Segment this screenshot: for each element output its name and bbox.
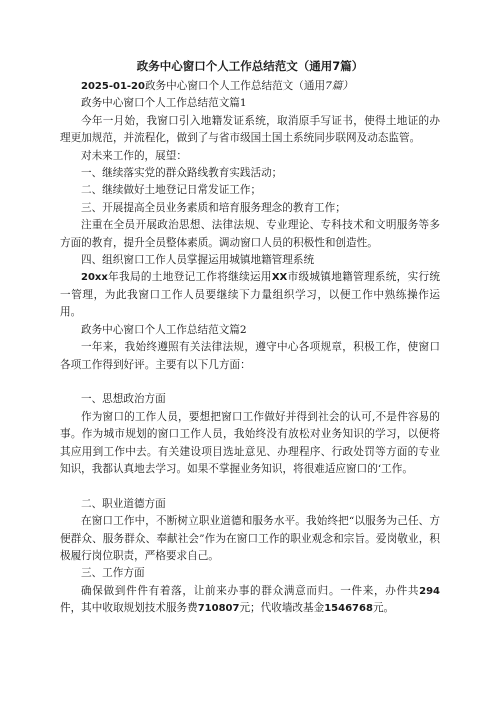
paragraph-text: 确保做到件件有着落，让前来办事的群众满意而归。一件来，办件共	[81, 584, 420, 597]
fee-value: 710807	[197, 603, 240, 615]
meta-date: 2025-01-20	[81, 81, 145, 92]
meta-line	[60, 78, 440, 95]
paragraph: 作为窗口的工作人员，要想把窗口工作做好并得到社会的认可,不是件容易的事。作为城市规划的窗口工作人员，我始终没有放松对业务知识的学习，以便将其应用到工作中去。有关建设项目选址意见、办理程序、行政处罚等方面的专业知识，我都认真地去学习。如果不掌握业务知识，将很难适应窗口的‘工作。	[60, 410, 440, 475]
list-item: 三、开展提高全员业务素质和培育服务理念的教育工作；	[81, 201, 346, 214]
paragraph-text: 市级城镇地籍管理系统，实行统一管理，为此我窗口工作人员要继续下力量组织学习，以便工作中熟练操作运用。	[60, 271, 441, 319]
paragraph-text: 年我局的土地登记工作将继续运用	[107, 271, 272, 284]
section-heading-2: 政务中心窗口个人工作总结范文篇2	[81, 323, 247, 336]
section-heading-1: 政务中心窗口个人工作总结范文篇1	[81, 97, 247, 110]
spacer	[60, 478, 440, 495]
year-text: 20xx	[81, 272, 108, 284]
spacer	[60, 374, 440, 391]
paragraph-text: 元；代收墙改基金	[239, 602, 325, 615]
xx-text: XX	[271, 272, 288, 284]
list-item: 四、组织窗口工作人员掌握运用城镇地籍管理系统	[81, 254, 315, 267]
paragraph	[60, 583, 440, 618]
fund-value: 1546768	[324, 603, 373, 615]
subsection-heading: 二、职业道德方面	[81, 497, 166, 510]
paragraph	[60, 269, 440, 321]
list-item: 一、继续落实党的群众路线教育实践活动；	[81, 167, 283, 180]
count-value: 294	[419, 585, 440, 597]
paragraph: 注重在全员开展政治思想、法律法规、专业理论、专科技术和文明服务等多方面的教育，提升全员整体素质。调动窗口人员的积极性和创造性。	[60, 219, 440, 249]
paragraph-text: 元。	[372, 602, 395, 615]
paragraph: 一年来，我始终遵照有关法律法规，遵守中心各项规章，积极工作，使窗口各项工作得到好评。主要有以下几方面：	[60, 341, 440, 371]
document-page	[60, 58, 440, 618]
list-item: 二、继续做好土地登记日常发证工作；	[81, 184, 262, 197]
subsection-heading: 一、思想政治方面	[81, 393, 166, 406]
paragraph: 对未来工作的，展望：	[81, 149, 187, 162]
paragraph-text: 件，其中收取规划技术服务费	[60, 602, 198, 615]
meta-text: 政务中心窗口个人工作总结范文（通用	[144, 80, 326, 92]
paragraph: 今年一月始，我窗口引入地籍发证系统，取消原手写证书，使得土地证的办理更加规范，并流程化，做到了与省市级国土国土系统同步联网及动态监管。	[60, 114, 440, 145]
meta-italic: 7篇）	[325, 80, 353, 92]
paragraph: 在窗口工作中，不断树立职业道德和服务水平。我始终把“以服务为己任、方便群众、服务群众、奉献社会”作为在窗口工作的职业观念和宗旨。爱岗敬业，积极履行岗位职责，严格要求自己。	[60, 515, 440, 562]
document-title: 政务中心窗口个人工作总结范文（通用7篇）	[136, 59, 364, 73]
subsection-heading: 三、工作方面	[81, 567, 145, 580]
